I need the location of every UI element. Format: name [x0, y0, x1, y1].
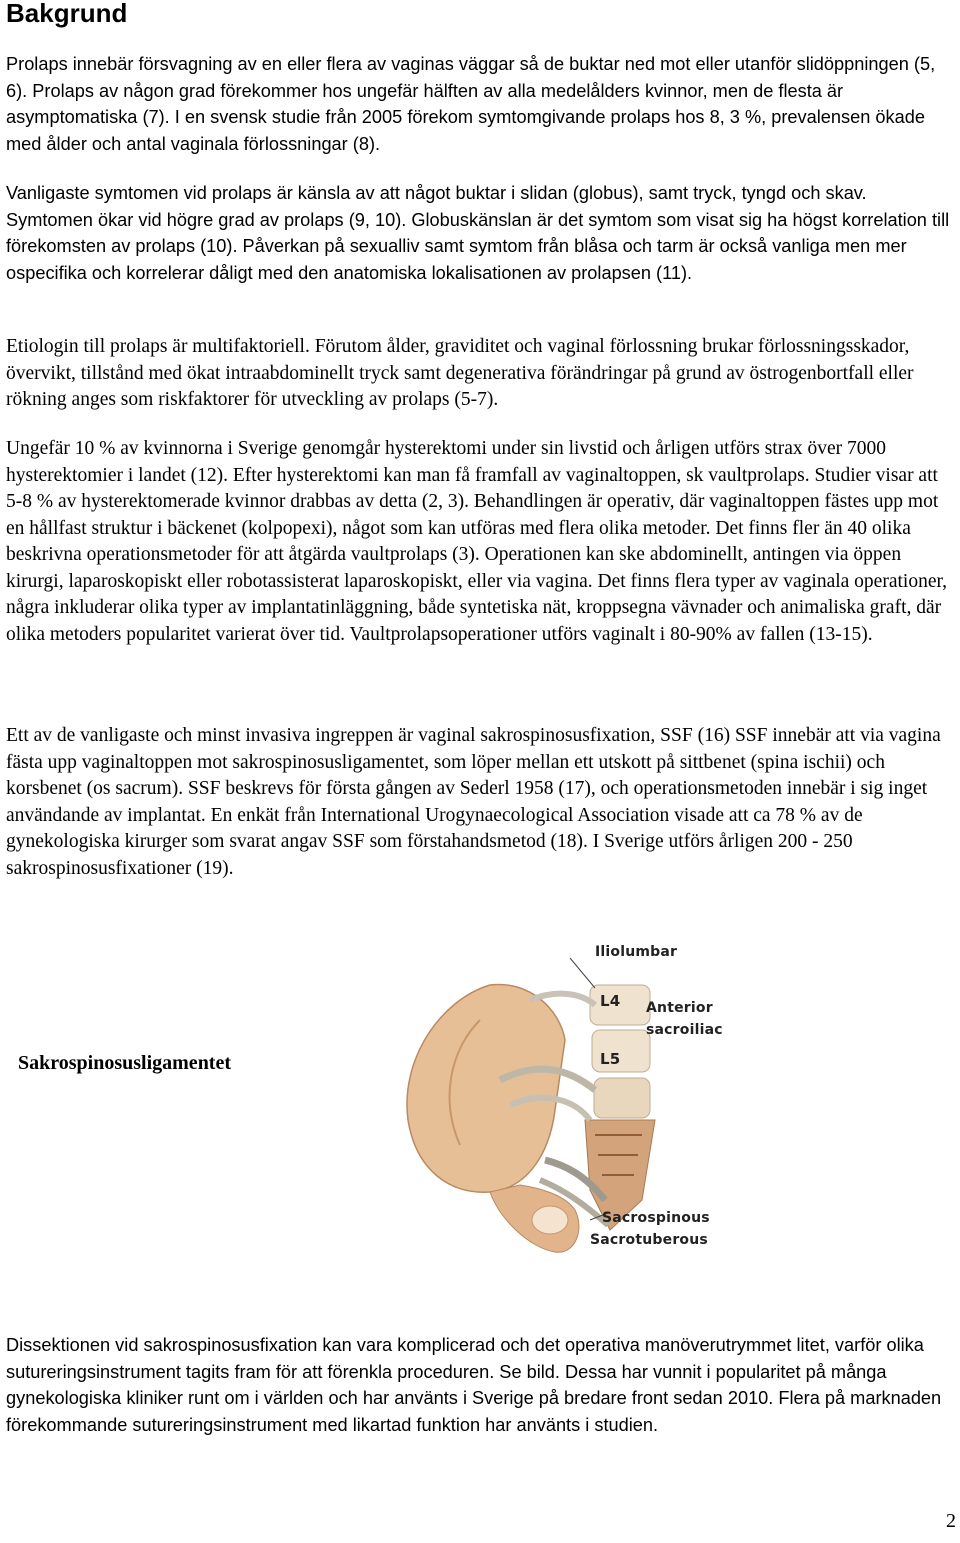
paragraph-4: Ungefär 10 % av kvinnorna i Sverige genomgår hysterektomi under sin livstid och årligen utförs strax över 7000 hysterektomier i landet (12). Efter hysterektomi kan man få framfall av vaginaltoppen, sk vaultprolaps. Studier visar att 5-8 % av hysterektomerade kvinnor drabbas av detta (2, 3). Behandlingen är operativ, där vaginaltoppen fästes upp mot en hållfast struktur i bäckenet (kolpopexi), något som kan utföras med flera olika metoder. Det finns fler än 40 olika beskrivna operationsmetoder för att åtgärda vaultprolaps (3). Operationen kan ske abdominellt, antingen via öppen kirurgi, laparoskopiskt eller robotassisterat laparoskopiskt, eller via vagina. Det finns flera typer av vaginala operationer, några inkluderar olika typer av implantatinläggning, både syntetiska nät, kroppsegna vävnader och animaliska graft, där olika metoders popularitet varierat över tid. Vaultprolapsoperationer utförs vaginalt i 80-90% av fallen (13-15).	[6, 438, 948, 645]
label-sacrotuberous: Sacrotuberous	[590, 1232, 708, 1248]
page-number: 2	[946, 1510, 956, 1532]
label-l4: L4	[600, 992, 621, 1010]
label-anterior: Anterior	[646, 1000, 713, 1016]
paragraph-2: Vanligaste symtomen vid prolaps är känsla av att något buktar i slidan (globus), samt tryck, tyngd och skav. Symtomen ökar vid högre grad av prolaps (9, 10). Globuskänslan är det symtom som visat sig ha högst korrelation till förekomsten av prolaps (10). Påverkan på sexualliv samt symtom från blåsa och tarm är också vanliga men mer ospecifika och korrelerar dåligt med den anatomiska lokalisationen av prolapsen (11).	[6, 183, 950, 283]
paragraph-5: Ett av de vanligaste och minst invasiva ingreppen är vaginal sakrospinosusfixation, SSF (16) SSF innebär att via vagina fästa upp vaginaltoppen mot sakrospinosusligamentet, som löper mellan ett utskott på sittbenet (spina ischii) och korsbenet (os sacrum). SSF beskrevs för första gången av Sederl 1958 (17), och operationsmetoden innebär i sig inget användande av implantat. En enkät från International Urogynaecological Association visade att ca 78 % av de gynekologiska kirurger som svarat angav SSF som förstahandsmetod (18). I Sverige utförs årligen 200 - 250 sakrospinosusfixationer (19).	[6, 725, 941, 879]
pelvis-ligament-illustration	[380, 930, 725, 1270]
label-sacroiliac: sacroiliac	[646, 1022, 723, 1038]
paragraph-3: Etiologin till prolaps är multifaktoriell. Förutom ålder, graviditet och vaginal förlossning brukar förlossningsskador, övervikt, tillstånd med ökat intraabdominellt tryck samt degenerativa förändringar på grund av östrogenbortfall eller rökning anges som riskfaktorer för utveckling av prolaps (5-7).	[6, 336, 914, 410]
label-l5: L5	[600, 1050, 621, 1068]
paragraph-1: Prolaps innebär försvagning av en eller flera av vaginas väggar så de buktar ned mot eller utanför slidöppningen (5, 6). Prolaps av någon grad förekommer hos ungefär hälften av alla medelålders kvinnor, men de flesta är asymptomatiska (7). I en svensk studie från 2005 förekom symtomgivande prolaps hos 8, 3 %, prevalensen ökade med ålder och antal vaginala förlossningar (8).	[6, 54, 936, 154]
section-heading: Bakgrund	[6, 0, 128, 28]
paragraph-6: Dissektionen vid sakrospinosusfixation kan vara komplicerad och det operativa manöverutrymmet litet, varför olika sutureringsinstrument tagits fram för att förenkla proceduren. Se bild. Dessa har vunnit i popularitet på många gynekologiska kliniker runt om i världen och har använts i Sverige på bredare front sedan 2010. Flera på marknaden förekommande sutureringsinstrument med likartad funktion har använts i studien.	[6, 1335, 942, 1435]
label-sacrospinous: Sacrospinous	[602, 1210, 710, 1226]
figure-caption: Sakrospinosusligamentet	[18, 1052, 232, 1074]
label-iliolumbar: Iliolumbar	[595, 944, 678, 960]
